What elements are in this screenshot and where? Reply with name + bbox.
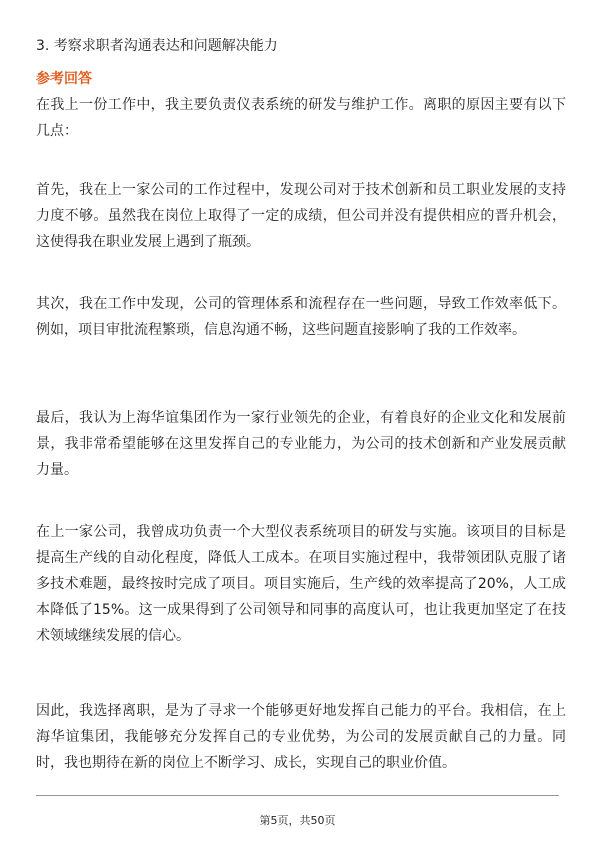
answer-paragraph: 首先，我在上一家公司的工作过程中，发现公司对于技术创新和员工职业发展的支持力度不够。虽然我在岗位上取得了一定的成绩，但公司并没有提供相应的晋升机会，这使得我在职业发展上遇到了瓶颈。 [36, 182, 566, 250]
footer-divider [36, 795, 559, 796]
answer-paragraph: 在我上一份工作中，我主要负责仪表系统的研发与维护工作。离职的原因主要有以下几点： [36, 97, 566, 139]
answer-paragraph: 在上一家公司，我曾成功负责一个大型仪表系统项目的研发与实施。该项目的目标是提高生产线的自动化程度，降低人工成本。在项目实施过程中，我带领团队克服了诸多技术难题，最终按时完成了项目。项目实施后，生产线的效率提高了20%，人工成本降低了15%。这一成果得到了公司领导和同事的高度认可，也让我更加坚定了在技术领域继续发展的信心。 [36, 524, 566, 644]
section-heading: 3. 考察求职者沟通表达和问题解决能力 [36, 38, 278, 54]
answer-paragraph: 最后，我认为上海华谊集团作为一家行业领先的企业，有着良好的企业文化和发展前景，我非常希望能够在这里发挥自己的专业能力，为公司的技术创新和产业发展贡献力量。 [36, 410, 566, 478]
reference-answer-label: 参考回答 [36, 71, 92, 87]
answer-paragraph: 其次，我在工作中发现，公司的管理体系和流程存在一些问题，导致工作效率低下。例如，项目审批流程繁琐，信息沟通不畅，这些问题直接影响了我的工作效率。 [36, 296, 566, 338]
answer-paragraph: 因此，我选择离职，是为了寻求一个能够更好地发挥自己能力的平台。我相信，在上海华谊集团，我能够充分发挥自己的专业优势，为公司的发展贡献自己的力量。同时，我也期待在新的岗位上不断学习、成长，实现自己的职业价值。 [36, 703, 566, 771]
page-number: 第5页，共50页 [259, 814, 336, 827]
